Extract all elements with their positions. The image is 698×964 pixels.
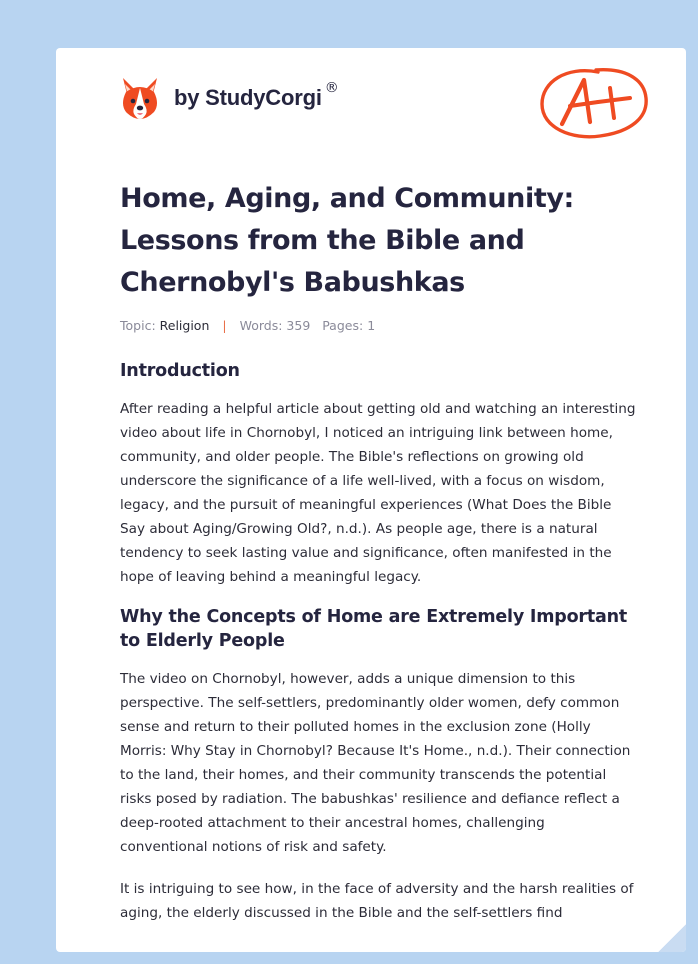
a-plus-grade-badge (538, 60, 654, 149)
meta-separator: | (222, 318, 227, 333)
corgi-icon (120, 76, 160, 120)
paragraph-adversity: It is intriguing to see how, in the face of adversity and the harsh realities of aging, the elderly discussed in the Bible and the self-settlers find (120, 881, 634, 921)
registered-mark: ® (324, 80, 339, 96)
paragraph-chornobyl-video: The video on Chornobyl, however, adds a unique dimension to this perspective. The self-settlers, predominantly older women, defy common sense and return to their polluted homes in the exclusion zone (Holly Morris: Why Stay in Chornobyl? Because It's Home., n.d.). Their connection to the land, their homes, and their community transcends the potential risks posed by radiation. The babushkas' resilience and defiance reflect a deep-rooted attachment to their ancestral homes, challenging conventional notions of risk and safety. (120, 671, 631, 855)
brand-name: by StudyCorgi (174, 85, 322, 110)
document-page (56, 48, 686, 952)
studycorgi-logo[interactable] (120, 76, 339, 120)
topic-link[interactable]: Religion (159, 318, 210, 333)
section-heading-introduction: Introduction (120, 361, 240, 381)
paragraph-introduction: After reading a helpful article about getting old and watching an interesting video about life in Chornobyl, I noticed an intriguing link between home, community, and older people. The Bible's reflections on growing old underscore the significance of a life well-lived, with a focus on wisdom, legacy, and the pursuit of meaningful experiences (What Does the Bible Say about Aging/Growing Old?, n.d.). As people age, there is a natural tendency to seek lasting value and significance, often manifested in the hope of leaving behind a meaningful legacy. (120, 401, 636, 585)
a-plus-icon (538, 60, 654, 144)
section-heading-home-concepts: Why the Concepts of Home are Extremely Important to Elderly People (120, 607, 628, 651)
article-content (120, 178, 636, 925)
words-label: Words: (239, 318, 283, 333)
article-title: Home, Aging, and Community: Lessons from the Bible and Chernobyl's Babushkas (120, 183, 574, 298)
article-meta (120, 318, 636, 333)
topic-label: Topic: (120, 318, 156, 333)
words-count: 359 (286, 318, 311, 333)
pages-label: Pages: (322, 318, 364, 333)
pages-count: 1 (367, 318, 376, 333)
